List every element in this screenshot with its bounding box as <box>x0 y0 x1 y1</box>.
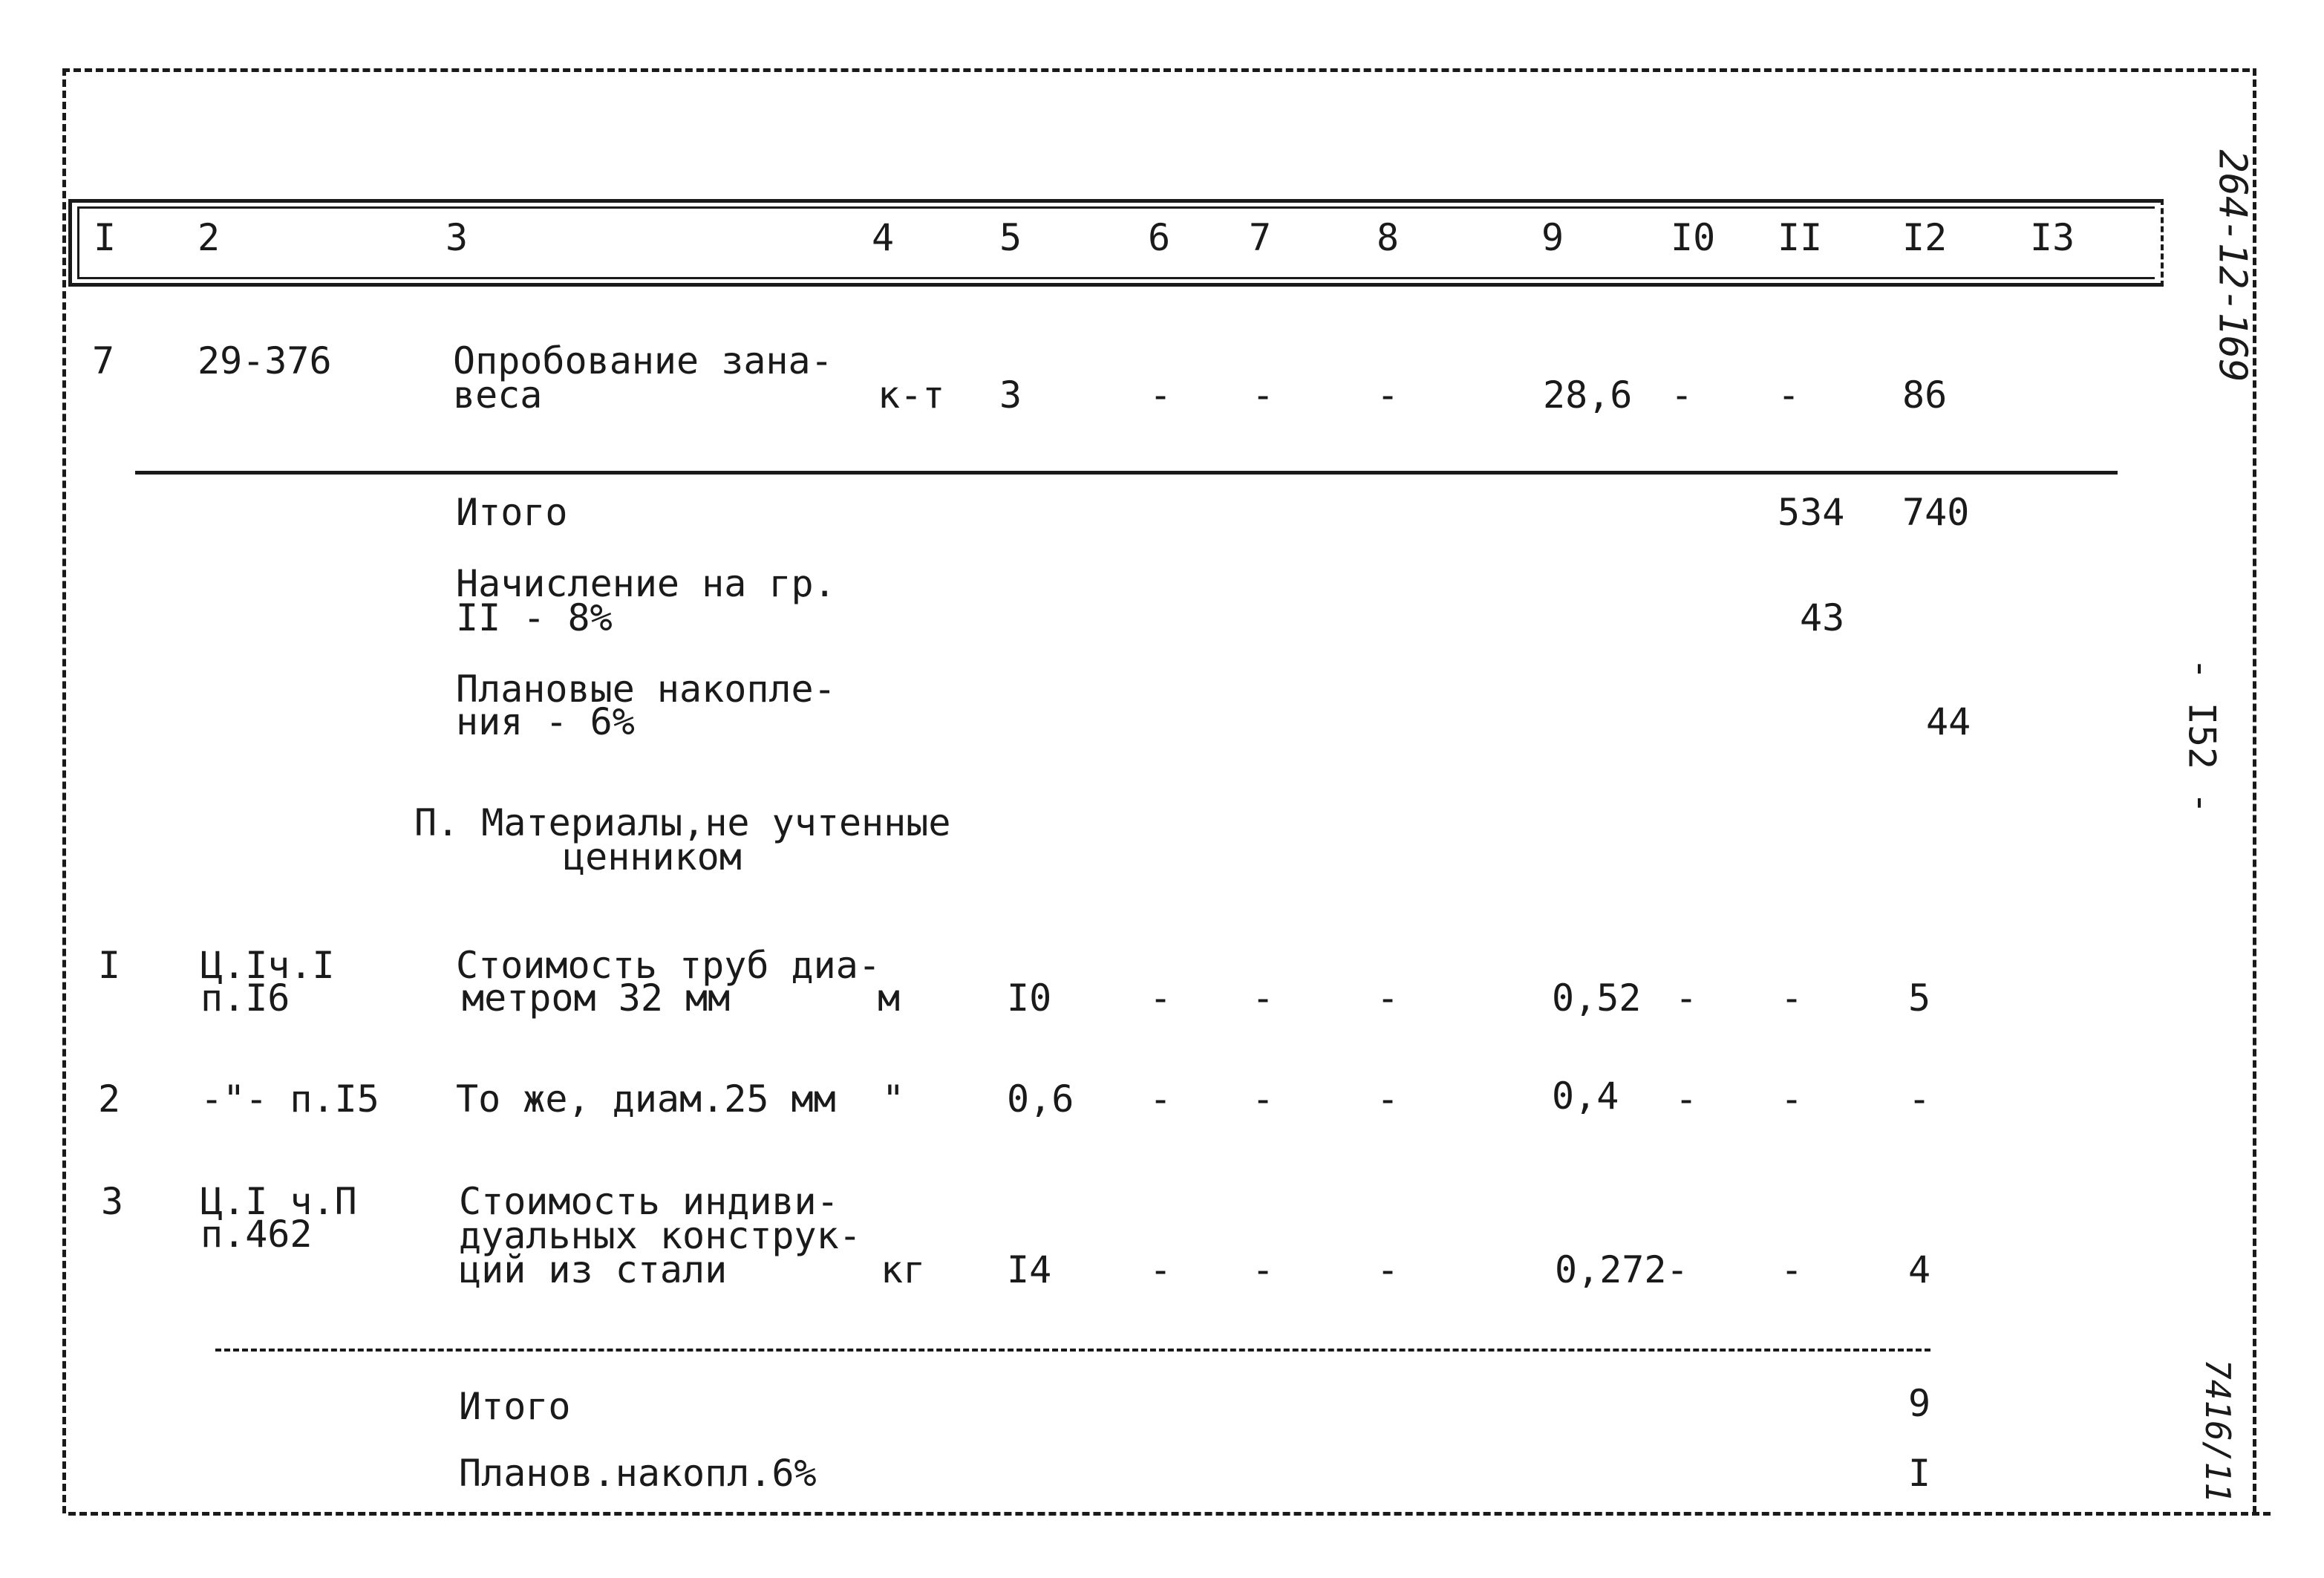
col-6-value: - <box>1149 374 1172 417</box>
header-col-8: 8 <box>1377 216 1400 259</box>
section-divider <box>135 471 2118 475</box>
col-11-value: - <box>1780 1077 1804 1121</box>
surcharge-label-line-2: II - 8% <box>456 596 613 639</box>
header-col-4: 4 <box>872 216 895 259</box>
col-10-value: - <box>1675 1077 1698 1121</box>
col-8-value: - <box>1377 1077 1400 1121</box>
col-11-value: - <box>1778 374 1801 417</box>
planned-savings-label: Планов.накопл.6% <box>459 1452 817 1495</box>
work-name-line-1: Стоимость индиви- <box>459 1180 839 1223</box>
surcharge-value: 43 <box>1800 596 1845 639</box>
col-8-value: - <box>1377 1248 1400 1291</box>
col-7-value: - <box>1252 1077 1275 1121</box>
planned-savings-value: 44 <box>1926 700 1971 743</box>
price-code-line-2: п.I6 <box>200 977 290 1020</box>
price-code: -"- п.I5 <box>200 1077 379 1121</box>
unit-price: 0,4 <box>1552 1075 1619 1118</box>
frame-bottom-border <box>68 1512 2271 1516</box>
frame-top-border <box>62 68 2250 72</box>
header-col-10: I0 <box>1671 216 1716 259</box>
unit-price: 0,272 <box>1555 1248 1667 1291</box>
price-code-line-2: п.462 <box>200 1213 313 1256</box>
subtotal-col-11: 534 <box>1778 491 1845 534</box>
section-heading-line-1: П. Материалы,не учтенные <box>414 801 951 844</box>
total-value: 5 <box>1908 977 1931 1020</box>
unit-price: 0,52 <box>1552 977 1642 1020</box>
header-col-2: 2 <box>198 216 221 259</box>
col-8-value: - <box>1377 977 1400 1020</box>
surcharge-label-line-1: Начисление на гр. <box>456 562 836 605</box>
subtotal-label: Итого <box>456 491 568 534</box>
col-11-value: - <box>1780 977 1804 1020</box>
document-code-text: 264-12-169 <box>2210 149 2255 382</box>
col-10-value: - <box>1675 977 1698 1020</box>
unit: м <box>878 977 901 1020</box>
work-name-line-2: веса <box>453 374 543 417</box>
quantity: 3 <box>999 374 1022 417</box>
header-row-inner-box <box>77 206 2155 279</box>
work-name: То же, диам.25 мм <box>456 1077 836 1121</box>
col-7-value: - <box>1252 977 1275 1020</box>
work-name-line-1: Стоимость труб диа- <box>456 944 881 987</box>
total-value: 86 <box>1902 374 1948 417</box>
frame-left-border <box>62 68 66 1513</box>
total-value: - <box>1908 1077 1931 1121</box>
header-col-12: I2 <box>1902 216 1948 259</box>
planned-savings-line-2: ния - 6% <box>456 700 635 743</box>
col-8-value: - <box>1377 374 1400 417</box>
quantity: 0,6 <box>1007 1077 1074 1121</box>
materials-divider <box>215 1349 1930 1352</box>
work-name-line-2: дуальных конструк- <box>459 1214 861 1257</box>
unit: " <box>882 1077 905 1121</box>
page-number-text: - I52 - <box>2180 657 2224 815</box>
col-11-value: - <box>1780 1248 1804 1291</box>
work-name-line-2: метром 32 мм <box>462 977 731 1020</box>
work-name-line-1: Опробование зана- <box>453 339 833 382</box>
header-col-6: 6 <box>1148 216 1171 259</box>
unit: кг <box>881 1248 926 1291</box>
stamp-text: 7416/11 <box>2197 1359 2238 1503</box>
header-col-1: I <box>94 216 117 259</box>
header-col-9: 9 <box>1541 216 1564 259</box>
price-code-line-1: Ц.Iч.I <box>200 944 335 987</box>
col-10-value: - <box>1666 1248 1689 1291</box>
planned-savings-line-1: Плановые накопле- <box>456 668 836 711</box>
col-6-value: - <box>1149 1248 1172 1291</box>
col-6-value: - <box>1149 977 1172 1020</box>
unit-price: 28,6 <box>1543 374 1633 417</box>
subtotal-value: 9 <box>1908 1382 1931 1425</box>
header-col-11: II <box>1778 216 1823 259</box>
row-number: 3 <box>101 1180 124 1223</box>
col-10-value: - <box>1671 374 1694 417</box>
price-code-line-1: Ц.I ч.П <box>200 1180 357 1223</box>
unit: к-т <box>878 374 945 417</box>
row-number: 7 <box>92 339 115 382</box>
row-number: I <box>98 944 121 987</box>
header-col-7: 7 <box>1249 216 1272 259</box>
subtotal-col-12: 740 <box>1902 491 1970 534</box>
work-name-line-3: ций из стали <box>459 1248 728 1291</box>
quantity: I4 <box>1007 1248 1052 1291</box>
quantity: I0 <box>1007 977 1052 1020</box>
col-7-value: - <box>1252 1248 1275 1291</box>
subtotal-label: Итого <box>459 1385 571 1428</box>
row-number: 2 <box>98 1077 121 1121</box>
price-code: 29-376 <box>198 339 332 382</box>
col-6-value: - <box>1149 1077 1172 1121</box>
header-col-3: 3 <box>445 216 469 259</box>
planned-savings-value: I <box>1908 1452 1931 1495</box>
header-col-5: 5 <box>999 216 1022 259</box>
header-col-13: I3 <box>2030 216 2075 259</box>
section-heading-line-2: ценником <box>563 835 742 878</box>
total-value: 4 <box>1908 1248 1931 1291</box>
col-7-value: - <box>1252 374 1275 417</box>
